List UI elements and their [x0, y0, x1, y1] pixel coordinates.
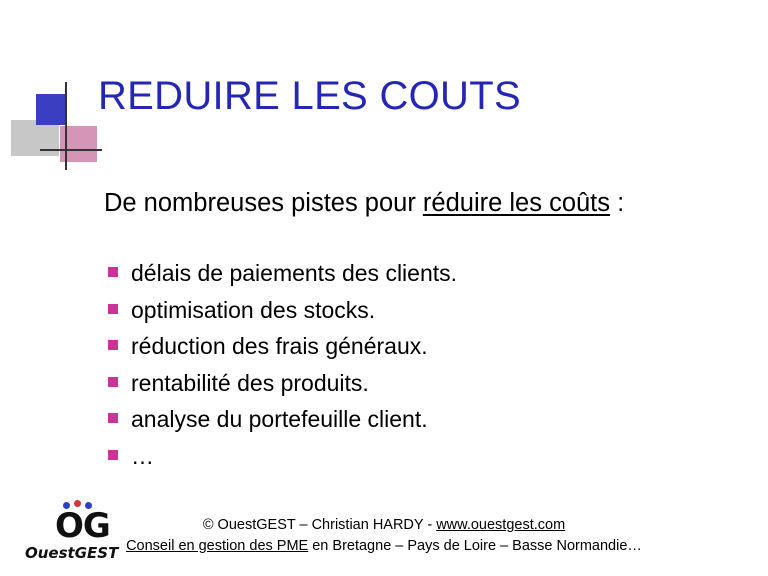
square-bullet-icon: [108, 377, 118, 387]
bullet-item: [108, 296, 457, 333]
footer-copyright: [0, 517, 768, 533]
copyright-text: © OuestGEST – Christian HARDY -: [202, 517, 437, 533]
square-bullet-icon: [108, 413, 118, 423]
bullet-list: [108, 259, 457, 478]
logo-name: OuestGEST: [25, 544, 119, 562]
subtitle-suffix: :: [610, 189, 625, 217]
bullet-text: optimisation des stocks.: [131, 296, 376, 323]
square-bullet-icon: [108, 450, 118, 460]
bullet-text: réduction des frais généraux.: [131, 333, 428, 359]
square-bullet-icon: [108, 304, 118, 314]
bullet-item: [108, 259, 457, 296]
bullet-item: [108, 405, 457, 442]
bullet-text: …: [131, 442, 154, 469]
bullet-text: analyse du portefeuille client.: [131, 406, 428, 432]
bullet-item: [108, 332, 457, 369]
tagline-link[interactable]: Conseil en gestion des PME: [126, 538, 309, 554]
square-bullet-icon: [108, 267, 118, 277]
tagline-text: en Bretagne – Pays de Loire – Basse Normandie…: [308, 538, 642, 554]
footer-tagline: [0, 538, 768, 554]
slide-title: REDUIRE LES COUTS: [98, 74, 521, 118]
decorative-horizontal-line: [40, 149, 102, 151]
subtitle-text: De nombreuses pistes pour: [104, 189, 423, 217]
square-bullet-icon: [108, 340, 118, 350]
slide-subtitle: [104, 189, 624, 218]
subtitle-link[interactable]: réduire les coûts: [422, 189, 611, 217]
decorative-vertical-line: [65, 82, 67, 170]
logo-mark: OG: [55, 506, 110, 546]
website-link[interactable]: www.ouestgest.com: [436, 517, 566, 533]
bullet-item: [108, 442, 457, 479]
bullet-text: délais de paiements des clients.: [131, 260, 458, 286]
decorative-blue-square: [36, 94, 66, 125]
bullet-item: [108, 369, 457, 406]
bullet-text: rentabilité des produits.: [131, 369, 369, 396]
